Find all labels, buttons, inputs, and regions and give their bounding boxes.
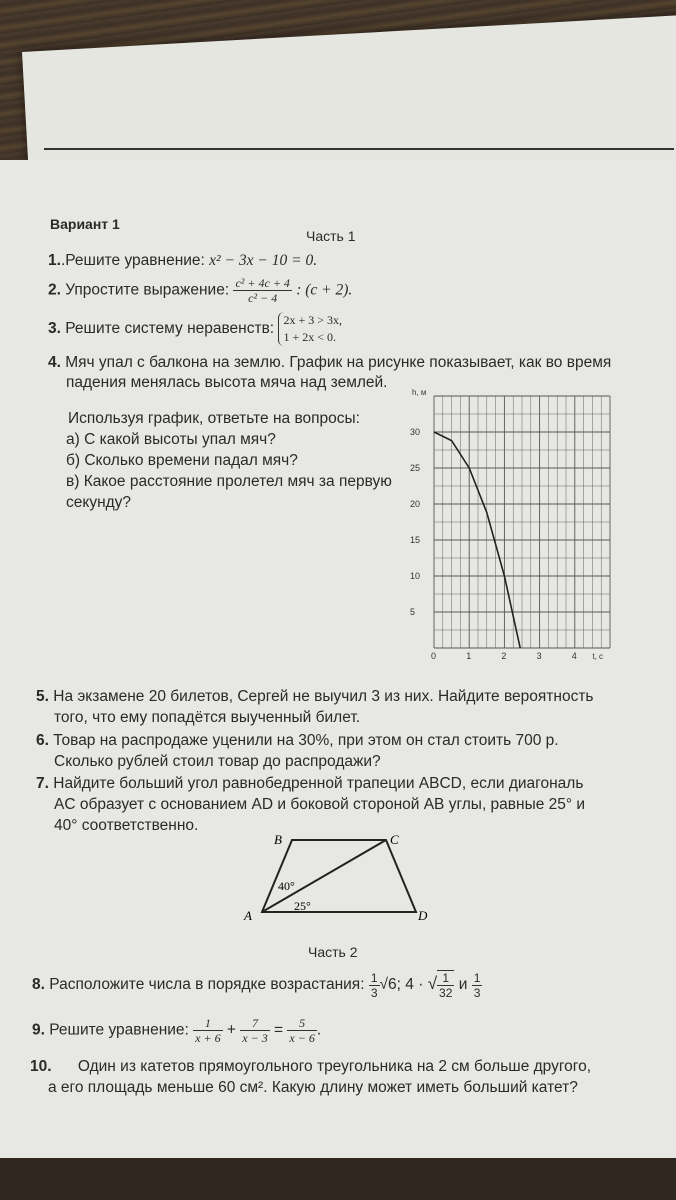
fraction-3: [287, 1016, 316, 1045]
problem-8: [32, 970, 482, 1000]
problem-text: .Решите уравнение:: [60, 252, 205, 269]
equation: x² − 3x − 10 = 0.: [209, 252, 318, 269]
y-tick-label: 10: [410, 571, 421, 581]
denominator: 3: [473, 985, 481, 1000]
chart-grid: [434, 396, 610, 648]
x-tick-label: 3: [536, 651, 542, 661]
y-tick-label: 15: [410, 535, 421, 545]
y-tick-label: 30: [410, 427, 421, 437]
trapezoid-outline: [262, 840, 416, 912]
height-time-chart: [408, 388, 618, 668]
problem-5-line-2: того, что ему попадётся выученный билет.: [54, 709, 361, 726]
problem-number: 2.: [48, 281, 61, 299]
sqrt-icon: √: [427, 974, 438, 994]
problem-7-line-1: [36, 775, 583, 793]
problem-4-line-2: падения менялась высота мяча над землей.: [66, 374, 388, 391]
problem-text: Мяч упал с балкона на землю. График на рисунке показывает, как во время: [65, 354, 612, 371]
question-a: а) С какой высоты упал мяч?: [66, 431, 276, 448]
problem-5-line-1: [36, 688, 594, 706]
questions-intro: Используя график, ответьте на вопросы:: [68, 410, 360, 427]
problem-number: 4.: [48, 354, 61, 371]
problem-number: 3.: [48, 320, 61, 338]
question-c-line-1: в) Какое расстояние пролетел мяч за первую: [66, 473, 392, 490]
angle-40-label: 40°: [278, 879, 295, 893]
equals-sign: =: [274, 1021, 284, 1039]
question-c-line-2: секунду?: [66, 494, 132, 511]
y-tick-label: 20: [410, 499, 421, 509]
problem-text: Товар на распродаже уценили на 30%, при этом он стал стоить 700 р.: [53, 732, 559, 749]
problem-7-line-2: AC образует с основанием AD и боковой стороной AB углы, равные 25° и: [54, 796, 586, 813]
vertex-c: C: [390, 832, 399, 847]
expression-tail: : (c + 2).: [296, 281, 353, 299]
fraction-1: [193, 1016, 222, 1045]
vertex-b: B: [274, 832, 282, 847]
denominator: 3: [370, 985, 378, 1000]
problem-10-line-1: [30, 1058, 591, 1076]
header-line: [44, 148, 674, 150]
diagonal-ac: [262, 840, 386, 912]
numerator: 1: [193, 1016, 222, 1031]
fraction-b: [437, 970, 454, 1000]
denominator: 32: [439, 986, 453, 1000]
numerator: 1: [370, 970, 378, 985]
problem-7-line-3: 40° соответственно.: [54, 817, 199, 834]
vertex-d: D: [418, 908, 428, 923]
trapezoid-figure: [236, 828, 436, 928]
denominator: x − 6: [289, 1031, 315, 1045]
question-b: б) Сколько времени падал мяч?: [66, 452, 298, 469]
root-6: √6: [379, 976, 397, 994]
denominator: c² − 4: [248, 291, 278, 305]
variant-title: Вариант 1: [50, 216, 120, 232]
part1-title: Часть 1: [306, 228, 356, 244]
problem-10-line-2: а его площадь меньше 60 см². Какую длину может иметь больший катет?: [48, 1079, 578, 1096]
y-tick-label: 5: [410, 607, 416, 617]
problem-text: Решите уравнение:: [49, 1021, 189, 1039]
x-tick-label: 2: [501, 651, 507, 661]
problem-number: 7.: [36, 775, 49, 792]
problem-3: [48, 312, 342, 346]
y-axis-label: h, м: [412, 388, 427, 397]
problem-text: Найдите больший угол равнобедренной трапеции ABCD, если диагональ: [53, 775, 584, 792]
inequality-system: [278, 312, 342, 346]
problem-number: 8.: [32, 976, 45, 994]
problem-text: Расположите числа в порядке возрастания:: [49, 976, 365, 994]
denominator: x + 6: [195, 1031, 221, 1045]
problem-1: [48, 252, 317, 270]
problem-9: [32, 1016, 321, 1045]
numerator: 7: [240, 1016, 269, 1031]
numerator: c² + 4c + 4: [235, 276, 290, 290]
problem-2: [48, 276, 352, 305]
period: .: [316, 1021, 322, 1039]
fraction-2: [240, 1016, 269, 1045]
problem-number: 10.: [30, 1058, 52, 1075]
problem-6-line-2: Сколько рублей стоил товар до распродажи?: [54, 753, 381, 770]
separator: ;: [396, 976, 401, 994]
numerator: 1: [473, 970, 481, 985]
inequality-2: 1 + 2x < 0.: [283, 330, 336, 344]
part2-title: Часть 2: [308, 944, 358, 960]
problem-6-line-1: [36, 732, 559, 750]
y-tick-label: 25: [410, 463, 421, 473]
coefficient-4: 4 ·: [405, 976, 424, 994]
numerator: 5: [287, 1016, 316, 1031]
problem-number: 6.: [36, 732, 49, 749]
x-tick-label: 1: [466, 651, 472, 661]
x-axis-label: t, c: [592, 652, 604, 661]
problem-text: Один из катетов прямоугольного треугольника на 2 см больше другого,: [77, 1058, 592, 1075]
inequality-1: 2x + 3 > 3x,: [283, 313, 342, 327]
numerator: 1: [437, 971, 454, 986]
fraction: [233, 276, 291, 305]
fraction-a: [369, 971, 380, 1000]
fraction-c: [472, 971, 483, 1000]
problem-number: 1.: [48, 252, 61, 269]
problem-number: 9.: [32, 1021, 45, 1039]
x-tick-label: 4: [571, 651, 577, 661]
chart-ticks: [410, 427, 577, 661]
angle-25-label: 25°: [294, 899, 311, 913]
problem-text: На экзамене 20 билетов, Сергей не выучил 3 из них. Найдите вероятность: [53, 688, 594, 705]
denominator: x − 3: [242, 1031, 268, 1045]
vertex-a: A: [244, 908, 252, 923]
conjunction: и: [458, 976, 468, 994]
table-bottom: [0, 1158, 676, 1200]
problem-number: 5.: [36, 688, 49, 705]
x-tick-label: 0: [431, 651, 437, 661]
plus-sign: +: [226, 1021, 236, 1039]
problem-text: Решите систему неравенств:: [65, 320, 275, 338]
problem-4-line-1: [48, 354, 611, 372]
problem-text: Упростите выражение:: [65, 281, 230, 299]
